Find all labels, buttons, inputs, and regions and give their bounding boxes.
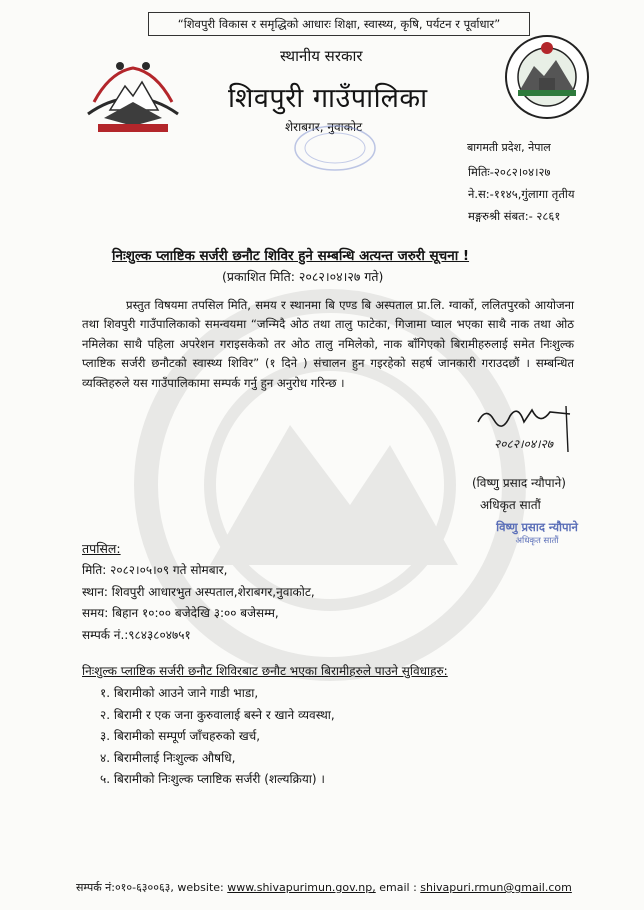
signature-date: २०८२।०४।२७ xyxy=(494,437,554,451)
list-item: १. बिरामीको आउने जाने गाडी भाडा, xyxy=(100,686,259,700)
municipality-name: शिवपुरी गाउँपालिका xyxy=(228,83,428,114)
list-item: ५. बिरामीको निःशुल्क प्लाष्टिक सर्जरी (शल्यक्रिया) । xyxy=(100,772,325,786)
footer-website-label: website: xyxy=(177,881,224,894)
nepal-emblem-icon xyxy=(80,52,186,138)
list-item: ३. बिरामीको सम्पूर्ण जाँचहरुको खर्च, xyxy=(100,729,261,743)
signatory-stamp xyxy=(476,520,598,546)
signatory-title: अधिकृत सातौं xyxy=(480,498,541,512)
handwritten-signature xyxy=(474,402,584,456)
footer-website-link[interactable]: www.shivapurimun.gov.np, xyxy=(227,881,376,894)
event-place: स्थान: शिवपुरी आधारभुत अस्पताल,शेराबगर,नुवाकोट, xyxy=(82,584,315,599)
letter-date: मितिः-२०८२।०४।२७ xyxy=(468,165,551,179)
office-stamp-icon xyxy=(290,122,380,174)
notice-body-paragraph: प्रस्तुत विषयमा तपसिल मिति, समय र स्थानमा बि एण्ड बि अस्पताल प्रा.लि. ग्वार्को, ललितपुरको आयोजना तथा शिवपुरी गाउँपालिकाको समन्वयमा “जन्मिदै ओठ तथा तालु फाटेका, गिजामा प्वाल भएका साथै नाक तथा ओठ नमिलेका साथै पहिला अपरेशन गराइसकेको तर ओठ तालु नमिलेको, नाक बाँगिएको बिरामीहरुलाई समेत निःशुल्क प्लाष्टिक सर्जरी छनौटको स्वास्थ्य शिविर” (१ दिने ) संचालन हुन गइरहेको सहर्ष जानकारी गराउदछौं । सम्बन्धित व्यक्तिहरुले यस गाउँपालिकामा सम्पर्क गर्नु हुन अनुरोध गरिन्छ । xyxy=(82,298,574,390)
local-government-label: स्थानीय सरकार xyxy=(280,47,363,65)
stamp-title: अधिकृत सातौं xyxy=(515,536,559,546)
reference-number: ने.स:-११४५,गुंलागा तृतीय xyxy=(468,187,575,201)
benefits-list xyxy=(100,683,335,791)
list-item: ४. बिरामीलाई निःशुल्क औषधि, xyxy=(100,750,236,765)
list-item: २. बिरामी र एक जना कुरुवालाई बस्ने र खाने व्यवस्था, xyxy=(100,707,335,722)
details-block xyxy=(82,560,315,646)
footer-email-link[interactable]: shivapuri.rmun@gmail.com xyxy=(420,881,572,894)
notice-body xyxy=(82,296,574,393)
footer-phone: सम्पर्क नं:०१०-६३००६३, xyxy=(76,881,174,894)
details-heading: तपसिल: xyxy=(82,541,121,556)
footer-contact xyxy=(76,880,572,895)
municipality-address: शेराबगर, नुवाकोट xyxy=(285,120,363,134)
municipality-logo-icon xyxy=(504,34,590,120)
benefits-heading: निःशुल्क प्लाष्टिक सर्जरी छनौट शिविरबाट छनौट भएका बिरामीहरुले पाउने सुविधाहरु: xyxy=(82,664,448,678)
signatory-name: (विष्णु प्रसाद न्यौपाने) xyxy=(472,476,566,490)
footer-email-label: email : xyxy=(379,881,417,894)
province-label: बागमती प्रदेश, नेपाल xyxy=(467,141,551,154)
stamp-name: विष्णु प्रसाद न्यौपाने xyxy=(496,520,578,534)
event-time: समय: बिहान १०:०० बजेदेखि ३:०० बजेसम्म, xyxy=(82,606,279,620)
event-contact: सम्पर्क नं.:९८४३८०४७५१ xyxy=(82,627,191,642)
nepal-sambat-date: मङ्गरुश्री संबत:- २८६१ xyxy=(468,209,561,223)
published-date: (प्रकाशित मिति: २०८२।०४।२७ गते) xyxy=(222,269,384,284)
event-date: मिति: २०८२।०५।०९ गते सोमबार, xyxy=(82,563,228,577)
slogan-banner: “शिवपुरी विकास र समृद्धिको आधारः शिक्षा, स्वास्थ्य, कृषि, पर्यटन र पूर्वाधार” xyxy=(148,12,530,36)
notice-title: निःशुल्क प्लाष्टिक सर्जरी छनौट शिविर हुने सम्बन्धि अत्यन्त जरुरी सूचना ! xyxy=(112,248,470,264)
